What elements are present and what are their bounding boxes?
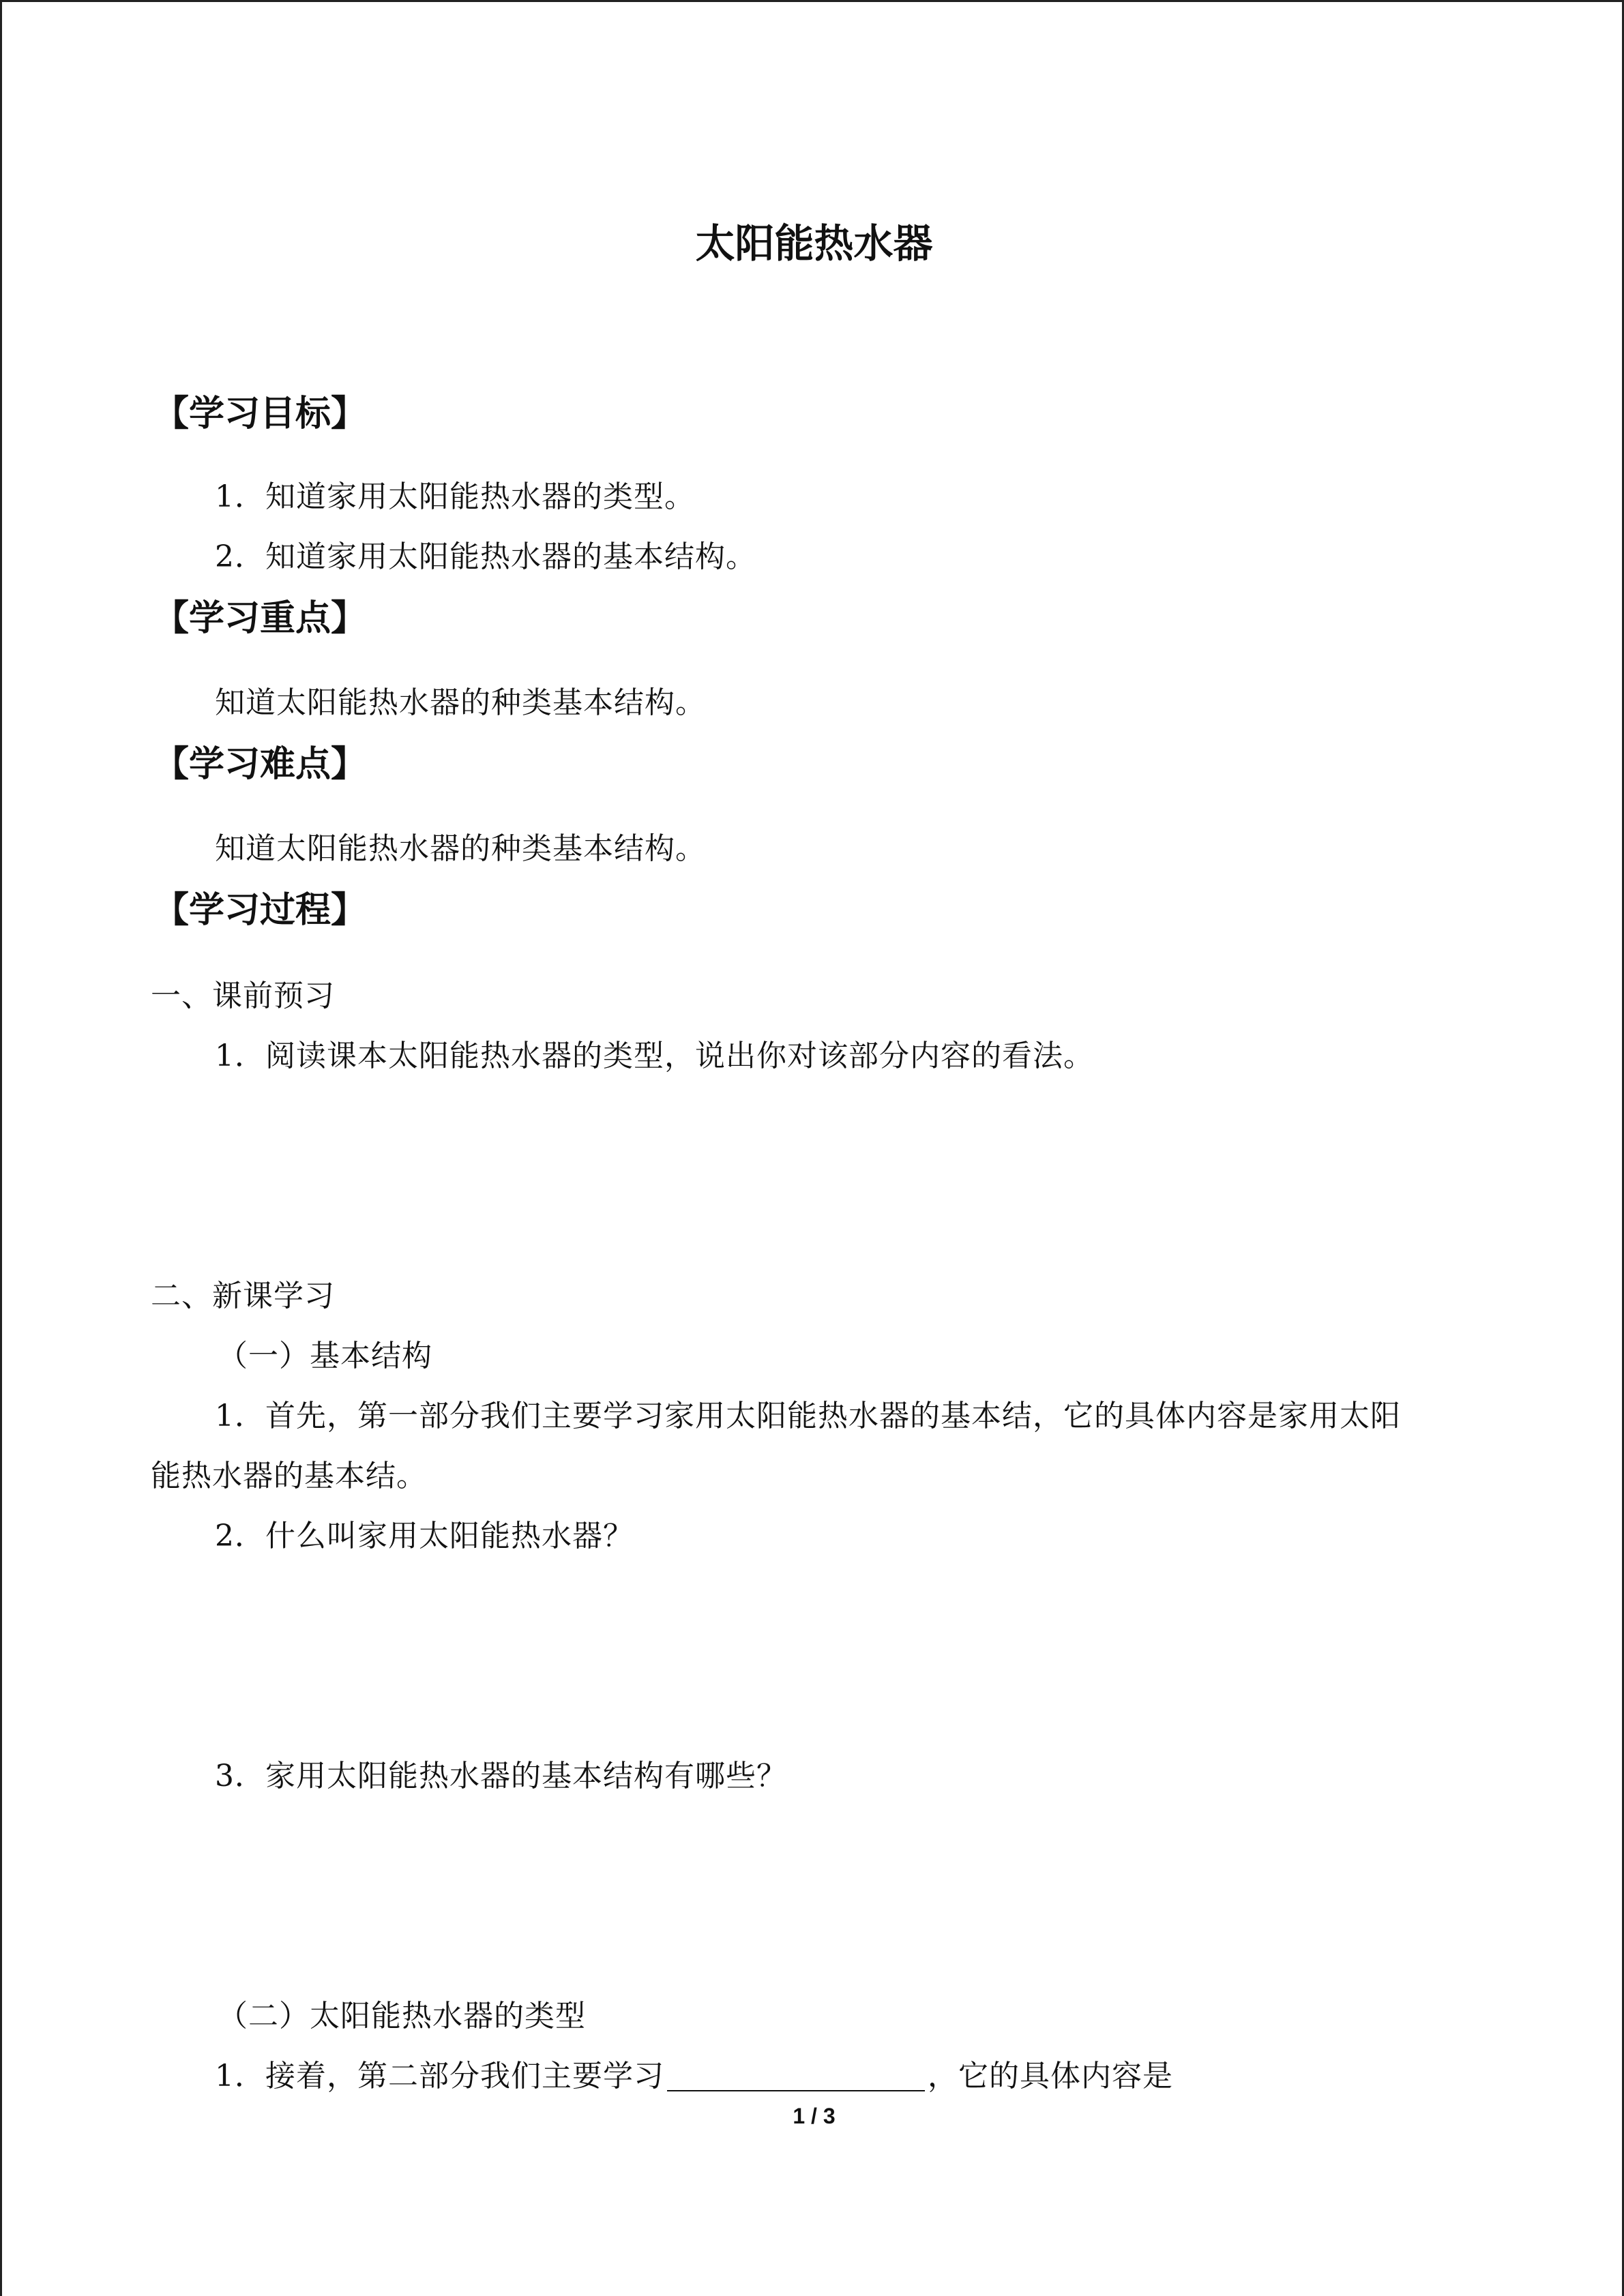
fill-in-blank[interactable] [667,2063,925,2091]
part1-item-1-line-1: 1．首先，第一部分我们主要学习家用太阳能热水器的基本结，它的具体内容是家用太阳 [215,1399,1401,1433]
objective-item-1: 1．知道家用太阳能热水器的类型。 [215,479,695,514]
difficulties-heading: 【学习难点】 [153,744,367,785]
process-heading: 【学习过程】 [153,890,367,931]
part2-item-1-prefix: 1．接着，第二部分我们主要学习 [215,2059,664,2093]
part2-label: （二）太阳能热水器的类型 [218,1999,586,2033]
part1-label: （一）基本结构 [218,1339,432,1373]
part1-item-3: 3．家用太阳能热水器的基本结构有哪些？ [215,1759,787,1793]
key-points-text: 知道太阳能热水器的种类基本结构。 [215,685,706,720]
page-number: 1 / 3 [793,2104,836,2128]
page-title: 太阳能热水器 [695,220,933,267]
part2-item-1 [215,2061,1173,2091]
key-points-heading: 【学习重点】 [153,598,367,639]
part1-item-1-line-2: 能热水器的基本结。 [151,1459,427,1493]
preview-label: 一、课前预习 [151,979,335,1013]
objective-item-2: 2．知道家用太阳能热水器的基本结构。 [215,539,756,574]
difficulties-text: 知道太阳能热水器的种类基本结构。 [215,831,706,866]
preview-item-1: 1．阅读课本太阳能热水器的类型，说出你对该部分内容的看法。 [215,1039,1094,1073]
part1-item-2: 2．什么叫家用太阳能热水器？ [215,1519,634,1553]
new-lesson-label: 二、新课学习 [151,1279,335,1313]
objectives-heading: 【学习目标】 [153,393,367,434]
part2-item-1-suffix: ，它的具体内容是 [928,2059,1173,2093]
